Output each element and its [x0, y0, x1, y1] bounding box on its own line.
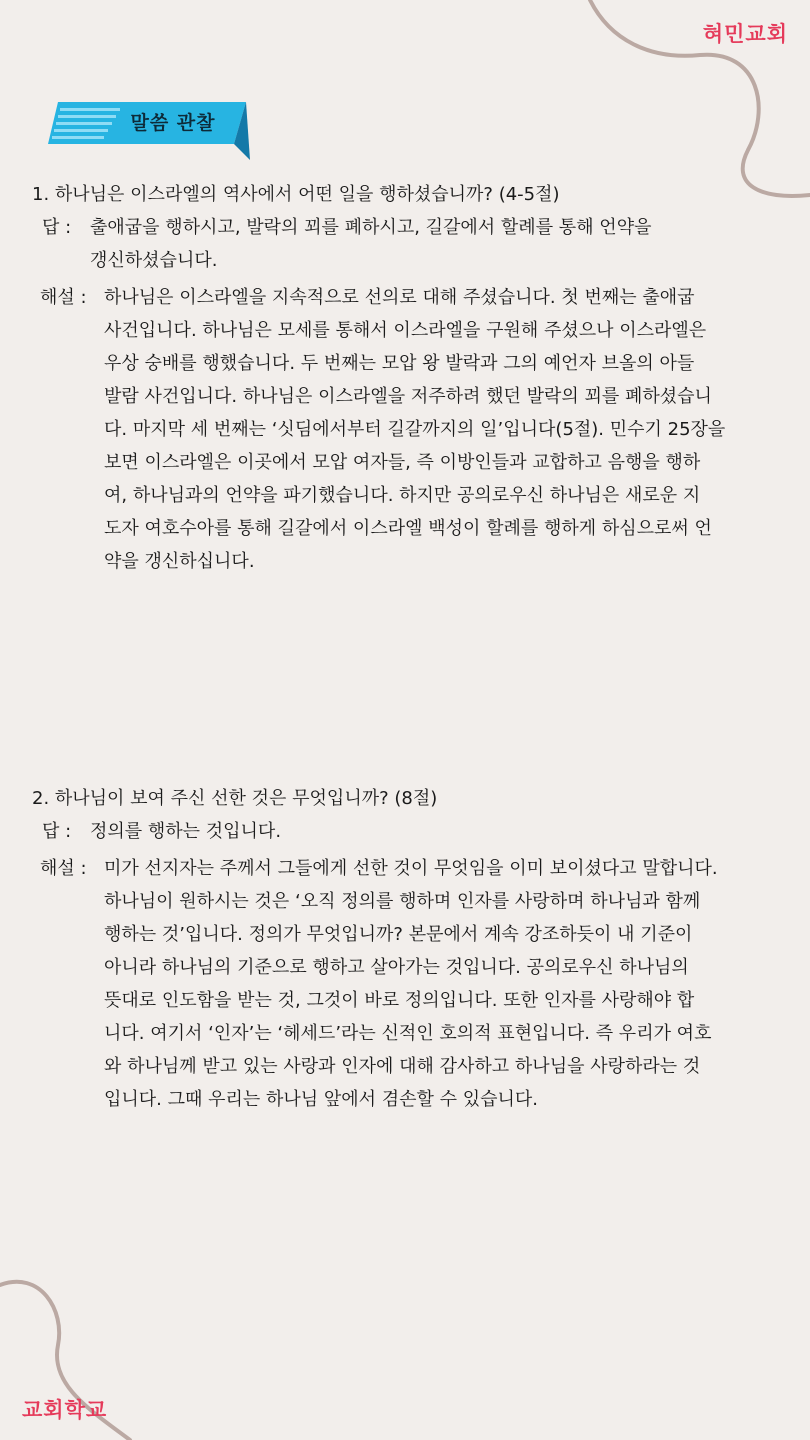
answer-text: 출애굽을 행하시고, 발락의 꾀를 폐하시고, 길갈에서 할례를 통해 언약을 갱신하셨습니다.: [90, 217, 652, 271]
answer-label: 답 :: [42, 821, 72, 842]
explanation-row: [32, 281, 802, 578]
explanation-label: 해설 :: [40, 858, 87, 879]
answer-row: [32, 211, 802, 277]
explanation-row: [32, 852, 802, 1116]
church-logo-top: 혀민교회: [702, 22, 788, 46]
answer-text: 정의를 행하는 것입니다.: [90, 821, 282, 842]
question-title: 1. 하나님은 이스라엘의 역사에서 어떤 일을 행하셨습니까? (4-5절): [32, 184, 560, 205]
explanation-text: 하나님은 이스라엘을 지속적으로 선의로 대해 주셨습니다. 첫 번째는 출애굽 사건입니다. 하나님은 모세를 통해서 이스라엘을 구원해 주셨으나 이스라엘은 우상 숭배를 행했습니다. 두 번째는 모압 왕 발락과 그의 예언자 브올의 아들 발람 사건입니다. 하나님은 이스라엘을 저주하려 했던 발락의 꾀를 폐하셨습니 다. 마지막 세 번째는 ‘싯딤에서부터 길갈까지의 일’입니다(5절). 민수기 25장을 보면 이스라엘은 이곳에서 모압 여자들, 즉 이방인들과 교합하고 음행을 행하 여, 하나님과의 언약을 파기했습니다. 하지만 공의로우신 하나님은 새로운 지 도자 여호수아를 통해 길갈에서 이스라엘 백성이 할례를 행하게 하심으로써 언 약을 갱신하십니다.: [104, 287, 726, 572]
explanation-text: 미가 선지자는 주께서 그들에게 선한 것이 무엇임을 이미 보이셨다고 말합니다. 하나님이 원하시는 것은 ‘오직 정의를 행하며 인자를 사랑하며 하나님과 함께 행하는 것’입니다. 정의가 무엇입니까? 본문에서 계속 강조하듯이 내 기준이 아니라 하나님의 기준으로 행하고 살아가는 것입니다. 공의로우신 하나님의 뜻대로 인도함을 받는 것, 그것이 바로 정의입니다. 또한 인자를 사랑해야 합 니다. 여기서 ‘인자’는 ‘헤세드’라는 신적인 호의적 표현입니다. 즉 우리가 여호 와 하나님께 받고 있는 사랑과 인자에 대해 감사하고 하나님을 사랑하라는 것 입니다. 그때 우리는 하나님 앞에서 겸손할 수 있습니다.: [104, 858, 718, 1110]
answer-row: [32, 815, 802, 848]
answer-label: 답 :: [42, 217, 72, 238]
section-badge: [46, 100, 256, 164]
badge-label: 말씀 관찰: [130, 112, 216, 134]
explanation-label: 해설 :: [40, 287, 87, 308]
question-title: 2. 하나님이 보여 주신 선한 것은 무엇입니까? (8절): [32, 788, 438, 809]
question-block-1: [32, 178, 802, 578]
question-block-2: [32, 782, 802, 1116]
church-school-logo-bottom: 교회학교: [22, 1398, 108, 1422]
